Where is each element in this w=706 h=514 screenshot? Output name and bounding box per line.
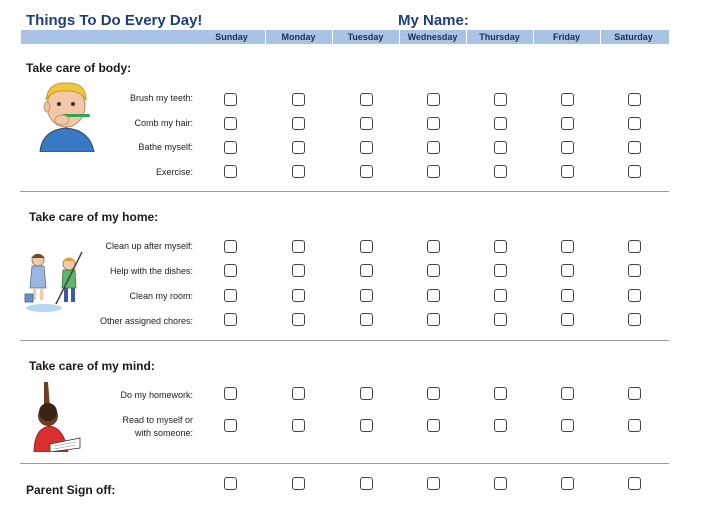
task-label-brush-teeth: Brush my teeth:: [129, 93, 193, 103]
checkbox-row5-tuesday[interactable]: [360, 264, 373, 277]
checkbox-row9-friday[interactable]: [561, 419, 574, 432]
checkbox-row9-saturday[interactable]: [628, 419, 641, 432]
checkbox-row5-monday[interactable]: [292, 264, 305, 277]
children-cleaning-illustration: [22, 248, 88, 314]
checkbox-row5-saturday[interactable]: [628, 264, 641, 277]
checkbox-row2-thursday[interactable]: [494, 141, 507, 154]
checkbox-row0-wednesday[interactable]: [427, 93, 440, 106]
checkbox-row8-saturday[interactable]: [628, 387, 641, 400]
checkbox-row6-monday[interactable]: [292, 289, 305, 302]
checkbox-row3-saturday[interactable]: [628, 165, 641, 178]
checkbox-row8-monday[interactable]: [292, 387, 305, 400]
checkbox-row4-tuesday[interactable]: [360, 240, 373, 253]
checkbox-row5-thursday[interactable]: [494, 264, 507, 277]
checkbox-row0-saturday[interactable]: [628, 93, 641, 106]
checkbox-row6-thursday[interactable]: [494, 289, 507, 302]
checkbox-row3-monday[interactable]: [292, 165, 305, 178]
checkbox-row10-monday[interactable]: [292, 477, 305, 490]
checkbox-row10-tuesday[interactable]: [360, 477, 373, 490]
checkbox-row9-monday[interactable]: [292, 419, 305, 432]
task-label-clean-up: Clean up after myself:: [105, 241, 193, 251]
checkbox-row5-friday[interactable]: [561, 264, 574, 277]
checkbox-row7-sunday[interactable]: [224, 313, 237, 326]
checkbox-row9-thursday[interactable]: [494, 419, 507, 432]
checkbox-row10-sunday[interactable]: [224, 477, 237, 490]
task-label-bathe: Bathe myself:: [138, 142, 193, 152]
checkbox-row7-tuesday[interactable]: [360, 313, 373, 326]
day-separator: [332, 30, 333, 44]
checkbox-row6-friday[interactable]: [561, 289, 574, 302]
checkbox-row7-friday[interactable]: [561, 313, 574, 326]
day-header-monday: Monday: [281, 32, 316, 42]
day-separator: [399, 30, 400, 44]
task-label-homework: Do my homework:: [120, 390, 193, 400]
checkbox-row3-friday[interactable]: [561, 165, 574, 178]
checkbox-row7-saturday[interactable]: [628, 313, 641, 326]
checkbox-row8-sunday[interactable]: [224, 387, 237, 400]
checkbox-row6-wednesday[interactable]: [427, 289, 440, 302]
checkbox-row1-tuesday[interactable]: [360, 117, 373, 130]
checkbox-row0-sunday[interactable]: [224, 93, 237, 106]
checkbox-row6-sunday[interactable]: [224, 289, 237, 302]
day-header-friday: Friday: [552, 32, 580, 42]
task-label-exercise: Exercise:: [155, 167, 193, 177]
my-name-label: My Name:: [398, 12, 469, 29]
day-header-tuesday: Tuesday: [347, 32, 384, 42]
checkbox-row1-wednesday[interactable]: [427, 117, 440, 130]
checkbox-row7-wednesday[interactable]: [427, 313, 440, 326]
section-divider: [20, 463, 669, 464]
checkbox-row3-thursday[interactable]: [494, 165, 507, 178]
day-header-sunday: Sunday: [215, 32, 248, 42]
checkbox-row4-sunday[interactable]: [224, 240, 237, 253]
checkbox-row7-monday[interactable]: [292, 313, 305, 326]
checkbox-row3-wednesday[interactable]: [427, 165, 440, 178]
checkbox-row6-tuesday[interactable]: [360, 289, 373, 302]
checkbox-row10-saturday[interactable]: [628, 477, 641, 490]
checkbox-row0-friday[interactable]: [561, 93, 574, 106]
checkbox-row0-tuesday[interactable]: [360, 93, 373, 106]
page-title: Things To Do Every Day!: [26, 12, 203, 29]
task-label-reading: Read to myself or with someone:: [122, 415, 193, 438]
section-divider: [20, 340, 669, 341]
checkbox-row0-monday[interactable]: [292, 93, 305, 106]
child-brushing-teeth-illustration: [36, 78, 98, 152]
checkbox-row3-tuesday[interactable]: [360, 165, 373, 178]
checkbox-row8-friday[interactable]: [561, 387, 574, 400]
checkbox-row2-monday[interactable]: [292, 141, 305, 154]
checkbox-row1-saturday[interactable]: [628, 117, 641, 130]
checkbox-row7-thursday[interactable]: [494, 313, 507, 326]
section-divider: [20, 191, 669, 192]
checkbox-row6-saturday[interactable]: [628, 289, 641, 302]
checkbox-row2-friday[interactable]: [561, 141, 574, 154]
checkbox-row4-saturday[interactable]: [628, 240, 641, 253]
task-label-dishes: Help with the dishes:: [109, 266, 193, 276]
child-reading-illustration: [28, 378, 82, 452]
checkbox-row9-wednesday[interactable]: [427, 419, 440, 432]
section-title-home: Take care of my home:: [29, 210, 159, 224]
checkbox-row1-monday[interactable]: [292, 117, 305, 130]
checkbox-row1-thursday[interactable]: [494, 117, 507, 130]
checkbox-row4-friday[interactable]: [561, 240, 574, 253]
day-separator: [533, 30, 534, 44]
checkbox-row9-tuesday[interactable]: [360, 419, 373, 432]
checkbox-row3-sunday[interactable]: [224, 165, 237, 178]
checkbox-row10-friday[interactable]: [561, 477, 574, 490]
checkbox-row10-wednesday[interactable]: [427, 477, 440, 490]
day-separator: [600, 30, 601, 44]
checkbox-row1-friday[interactable]: [561, 117, 574, 130]
checkbox-row8-wednesday[interactable]: [427, 387, 440, 400]
checkbox-row2-tuesday[interactable]: [360, 141, 373, 154]
checkbox-row0-thursday[interactable]: [494, 93, 507, 106]
checkbox-row2-sunday[interactable]: [224, 141, 237, 154]
day-separator: [466, 30, 467, 44]
checkbox-row4-monday[interactable]: [292, 240, 305, 253]
checkbox-row5-wednesday[interactable]: [427, 264, 440, 277]
day-separator: [265, 30, 266, 44]
checkbox-row8-tuesday[interactable]: [360, 387, 373, 400]
checkbox-row2-wednesday[interactable]: [427, 141, 440, 154]
task-label-comb-hair: Comb my hair:: [134, 118, 193, 128]
checkbox-row4-thursday[interactable]: [494, 240, 507, 253]
checkbox-row9-sunday[interactable]: [224, 419, 237, 432]
task-label-clean-room: Clean my room:: [129, 291, 193, 301]
checkbox-row5-sunday[interactable]: [224, 264, 237, 277]
checkbox-row4-wednesday[interactable]: [427, 240, 440, 253]
day-header-saturday: Saturday: [614, 32, 653, 42]
checkbox-row8-thursday[interactable]: [494, 387, 507, 400]
day-header-thursday: Thursday: [479, 32, 520, 42]
checkbox-row2-saturday[interactable]: [628, 141, 641, 154]
parent-signoff-label: Parent Sign off:: [26, 483, 116, 497]
section-title-body: Take care of body:: [26, 61, 132, 75]
checkbox-row1-sunday[interactable]: [224, 117, 237, 130]
task-label-other-chores: Other assigned chores:: [99, 316, 193, 326]
day-header-wednesday: Wednesday: [407, 32, 458, 42]
checkbox-row10-thursday[interactable]: [494, 477, 507, 490]
section-title-mind: Take care of my mind:: [29, 359, 155, 373]
